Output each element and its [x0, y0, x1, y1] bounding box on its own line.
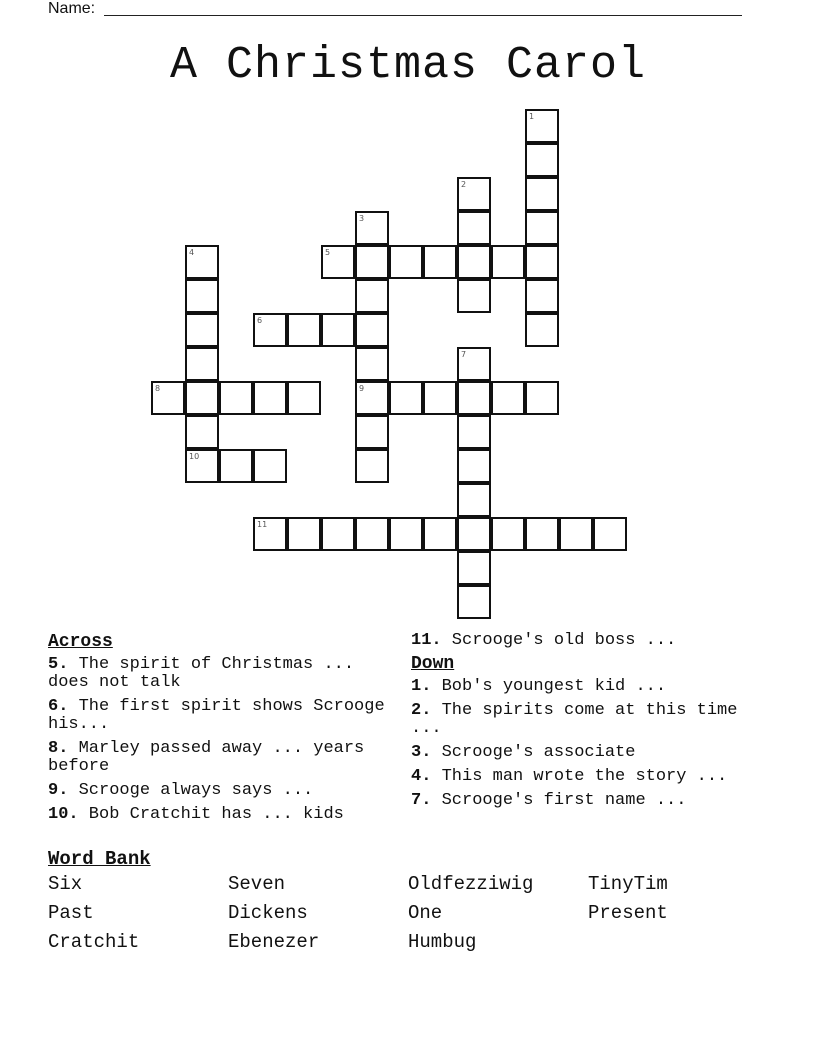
grid-cell[interactable]	[457, 551, 491, 585]
grid-cell[interactable]	[219, 449, 253, 483]
grid-cell[interactable]	[559, 517, 593, 551]
clue-across-6	[48, 698, 404, 734]
grid-cell[interactable]	[219, 381, 253, 415]
grid-cell[interactable]	[525, 517, 559, 551]
cell-number: 3	[359, 214, 365, 223]
clue-number: 2.	[411, 701, 432, 720]
word-bank-item: Past	[48, 902, 94, 924]
grid-cell[interactable]	[185, 279, 219, 313]
clue-number: 1.	[411, 677, 432, 696]
clue-down-7	[411, 792, 767, 810]
grid-cell[interactable]	[321, 313, 355, 347]
word-bank-item: Oldfezziwig	[408, 873, 534, 895]
grid-cell[interactable]	[253, 449, 287, 483]
clue-across-5	[48, 656, 404, 692]
cell-number: 4	[189, 248, 195, 257]
down-clues	[411, 632, 767, 816]
clue-number: 7.	[411, 791, 432, 810]
grid-cell[interactable]	[525, 177, 559, 211]
grid-cell[interactable]	[457, 585, 491, 619]
grid-cell[interactable]	[423, 245, 457, 279]
grid-cell[interactable]	[355, 245, 389, 279]
cell-number: 8	[155, 384, 161, 393]
cell-number: 7	[461, 350, 467, 359]
grid-cell[interactable]	[389, 517, 423, 551]
clue-down-4	[411, 768, 767, 786]
grid-cell[interactable]	[491, 517, 525, 551]
grid-cell[interactable]	[457, 279, 491, 313]
word-bank-item: Present	[588, 902, 668, 924]
clue-text: Bob Cratchit has ... kids	[78, 805, 344, 824]
grid-cell[interactable]	[253, 381, 287, 415]
grid-cell[interactable]	[457, 177, 491, 211]
grid-cell[interactable]	[355, 313, 389, 347]
clue-across-11	[411, 632, 767, 650]
grid-cell[interactable]	[321, 517, 355, 551]
word-bank-item: Dickens	[228, 902, 308, 924]
grid-cell[interactable]	[185, 313, 219, 347]
grid-cell[interactable]	[423, 517, 457, 551]
grid-cell[interactable]	[525, 211, 559, 245]
grid-cell[interactable]	[185, 245, 219, 279]
grid-cell[interactable]	[185, 449, 219, 483]
grid-cell[interactable]	[355, 415, 389, 449]
grid-cell[interactable]	[525, 143, 559, 177]
clue-number: 11.	[411, 631, 442, 650]
grid-cell[interactable]	[525, 279, 559, 313]
clue-number: 8.	[48, 739, 69, 758]
grid-cell[interactable]	[287, 313, 321, 347]
grid-cell[interactable]	[457, 211, 491, 245]
clue-text: Scrooge's old boss ...	[441, 631, 677, 650]
grid-cell[interactable]	[321, 245, 355, 279]
grid-cell[interactable]	[457, 415, 491, 449]
clue-text: The first spirit shows Scrooge his...	[48, 697, 385, 734]
grid-cell[interactable]	[457, 347, 491, 381]
grid-cell[interactable]	[355, 449, 389, 483]
clue-down-3	[411, 744, 767, 762]
grid-cell[interactable]	[151, 381, 185, 415]
grid-cell[interactable]	[491, 245, 525, 279]
cell-number: 11	[257, 520, 268, 529]
grid-cell[interactable]	[185, 415, 219, 449]
clue-across-8	[48, 740, 404, 776]
clue-text: Scrooge always says ...	[68, 781, 314, 800]
grid-cell[interactable]	[355, 279, 389, 313]
name-label: Name:	[48, 0, 96, 17]
across-clues	[48, 632, 404, 830]
grid-cell[interactable]	[525, 381, 559, 415]
word-bank-item: TinyTim	[588, 873, 668, 895]
grid-cell[interactable]	[457, 483, 491, 517]
page-title: A Christmas Carol	[169, 40, 647, 91]
grid-cell[interactable]	[491, 381, 525, 415]
clue-text: The spirit of Christmas ... does not talk	[48, 655, 355, 692]
grid-cell[interactable]	[525, 245, 559, 279]
clue-number: 6.	[48, 697, 69, 716]
word-bank-heading: Word Bank	[48, 848, 151, 870]
grid-cell[interactable]	[389, 381, 423, 415]
grid-cell[interactable]	[355, 381, 389, 415]
word-bank-item: Humbug	[408, 931, 477, 953]
grid-cell[interactable]	[355, 211, 389, 245]
cell-number: 10	[189, 452, 200, 461]
clue-text: Bob's youngest kid ...	[431, 677, 667, 696]
grid-cell[interactable]	[423, 381, 457, 415]
cell-number: 9	[359, 384, 365, 393]
down-heading: Down	[411, 654, 455, 674]
clue-text: The spirits come at this time ...	[411, 701, 738, 738]
word-bank-item: Cratchit	[48, 931, 140, 953]
grid-cell[interactable]	[287, 517, 321, 551]
grid-cell[interactable]	[457, 245, 491, 279]
clue-text: This man wrote the story ...	[431, 767, 728, 786]
clue-text: Scrooge's first name ...	[431, 791, 687, 810]
word-bank	[48, 874, 768, 953]
clue-down-2	[411, 702, 767, 738]
grid-cell[interactable]	[253, 517, 287, 551]
clue-number: 5.	[48, 655, 69, 674]
clue-number: 3.	[411, 743, 432, 762]
clue-down-1	[411, 678, 767, 696]
clue-number: 9.	[48, 781, 69, 800]
grid-cell[interactable]	[457, 381, 491, 415]
word-bank-item: Seven	[228, 873, 286, 895]
grid-cell[interactable]	[185, 381, 219, 415]
grid-cell[interactable]	[253, 313, 287, 347]
grid-cell[interactable]	[525, 109, 559, 143]
word-bank-item: One	[408, 902, 443, 924]
grid-cell[interactable]	[389, 245, 423, 279]
cell-number: 2	[461, 180, 467, 189]
grid-cell[interactable]	[525, 313, 559, 347]
clue-number: 4.	[411, 767, 432, 786]
grid-cell[interactable]	[457, 517, 491, 551]
word-bank-item: Six	[48, 873, 83, 895]
grid-cell[interactable]	[593, 517, 627, 551]
clue-number: 10.	[48, 805, 79, 824]
clue-across-10	[48, 806, 404, 824]
clue-text: Marley passed away ... years before	[48, 739, 365, 776]
grid-cell[interactable]	[355, 347, 389, 381]
clue-text: Scrooge's associate	[431, 743, 636, 762]
grid-cell[interactable]	[185, 347, 219, 381]
clue-across-9	[48, 782, 404, 800]
across-heading: Across	[48, 632, 113, 652]
cell-number: 1	[529, 112, 535, 121]
grid-cell[interactable]	[457, 449, 491, 483]
grid-cell[interactable]	[287, 381, 321, 415]
cell-number: 5	[325, 248, 331, 257]
word-bank-item: Ebenezer	[228, 931, 320, 953]
cell-number: 6	[257, 316, 263, 325]
grid-cell[interactable]	[355, 517, 389, 551]
